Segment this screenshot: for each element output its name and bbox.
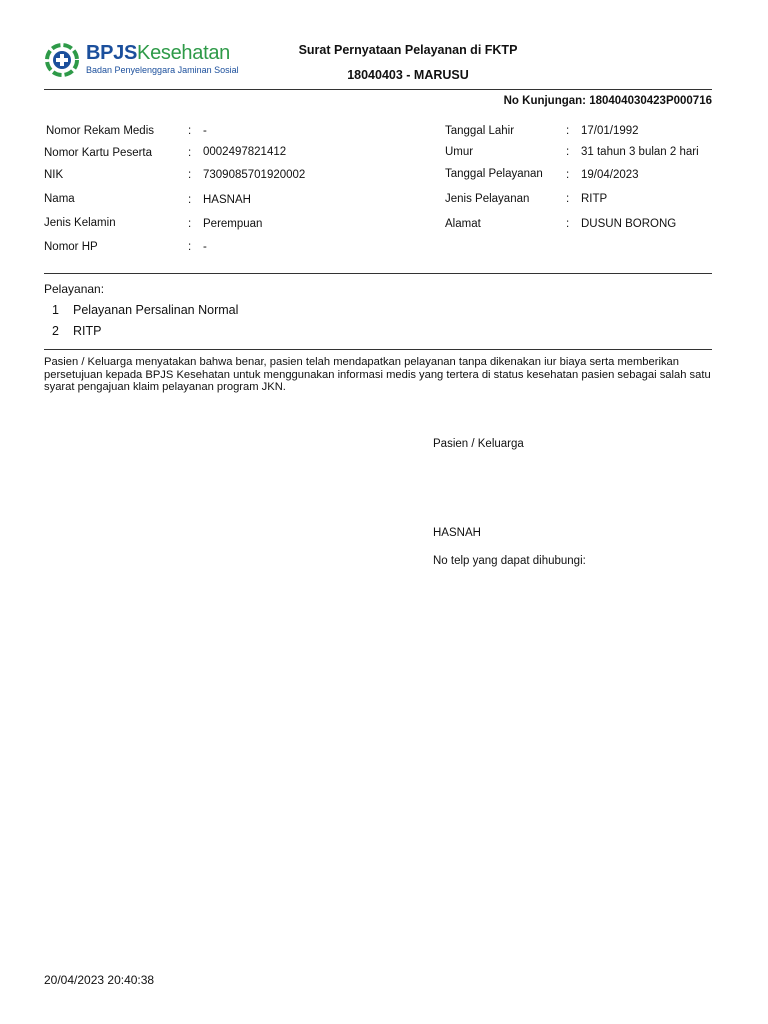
service-type-label: Jenis Pelayanan: [445, 193, 530, 205]
phone-label: Nomor HP: [44, 241, 98, 253]
birth-date-value: 17/01/1992: [581, 125, 639, 137]
field-colon: :: [188, 125, 192, 137]
print-timestamp: 20/04/2023 20:40:38: [44, 973, 155, 987]
signature-role: Pasien / Keluarga: [433, 438, 524, 450]
logo-brand-kesehatan: Kesehatan: [137, 42, 230, 64]
medical-record-label: Nomor Rekam Medis: [46, 125, 154, 137]
bpjs-emblem-icon: [44, 42, 80, 78]
service-date-label: Tanggal Pelayanan: [445, 168, 543, 180]
field-colon: :: [188, 147, 192, 159]
field-colon: :: [566, 193, 570, 205]
field-colon: :: [566, 125, 570, 137]
field-colon: :: [566, 146, 570, 158]
field-colon: :: [188, 169, 192, 181]
nik-value: 7309085701920002: [203, 169, 306, 181]
facility-code: 18040403 - MARUSU: [347, 68, 469, 82]
bpjs-logo: [44, 42, 239, 78]
signature-name: HASNAH: [433, 527, 481, 539]
service-type-value: RITP: [581, 193, 608, 205]
contact-phone-label: No telp yang dapat dihubungi:: [433, 555, 586, 567]
name-value: HASNAH: [203, 194, 251, 206]
card-number-value: 0002497821412: [203, 146, 287, 158]
birth-date-label: Tanggal Lahir: [445, 125, 515, 137]
service-number: 1: [52, 303, 59, 317]
service-date-value: 19/04/2023: [581, 169, 639, 181]
field-colon: :: [566, 218, 570, 230]
nik-label: NIK: [44, 169, 64, 181]
address-value: DUSUN BORONG: [581, 218, 677, 230]
services-divider: [44, 349, 712, 350]
services-title: Pelayanan:: [44, 282, 105, 296]
field-colon: :: [188, 241, 192, 253]
info-divider: [44, 273, 712, 274]
document-title: Surat Pernyataan Pelayanan di FKTP: [298, 43, 518, 57]
logo-subtitle: Badan Penyelenggara Jaminan Sosial: [86, 65, 239, 75]
field-colon: :: [188, 194, 192, 206]
service-name: RITP: [73, 324, 102, 338]
service-name: Pelayanan Persalinan Normal: [73, 303, 239, 317]
gender-value: Perempuan: [203, 218, 263, 230]
medical-record-value: -: [203, 125, 207, 137]
consent-statement: Pasien / Keluarga menyatakan bahwa benar, pasien telah mendapatkan pelayanan tanpa dikenakan iur biaya serta memberikan persetujuan kepada BPJS Kesehatan untuk menggunakan informasi medis yang tertera di status kesehatan pasien sebagai salah satu syarat pengajuan klaim pelayanan program JKN.: [44, 356, 711, 393]
logo-brand: [86, 42, 230, 65]
gender-label: Jenis Kelamin: [44, 217, 116, 229]
field-colon: :: [188, 218, 192, 230]
name-label: Nama: [44, 193, 75, 205]
header-divider: [44, 89, 712, 90]
service-number: 2: [52, 324, 59, 338]
address-label: Alamat: [445, 218, 481, 230]
age-value: 31 tahun 3 bulan 2 hari: [581, 146, 699, 158]
visit-number: No Kunjungan: 180404030423P000716: [503, 95, 712, 107]
card-number-label: Nomor Kartu Peserta: [44, 147, 153, 159]
age-label: Umur: [445, 146, 474, 158]
logo-brand-bpjs: BPJS: [86, 42, 138, 64]
phone-value: -: [203, 241, 207, 253]
field-colon: :: [566, 169, 570, 181]
